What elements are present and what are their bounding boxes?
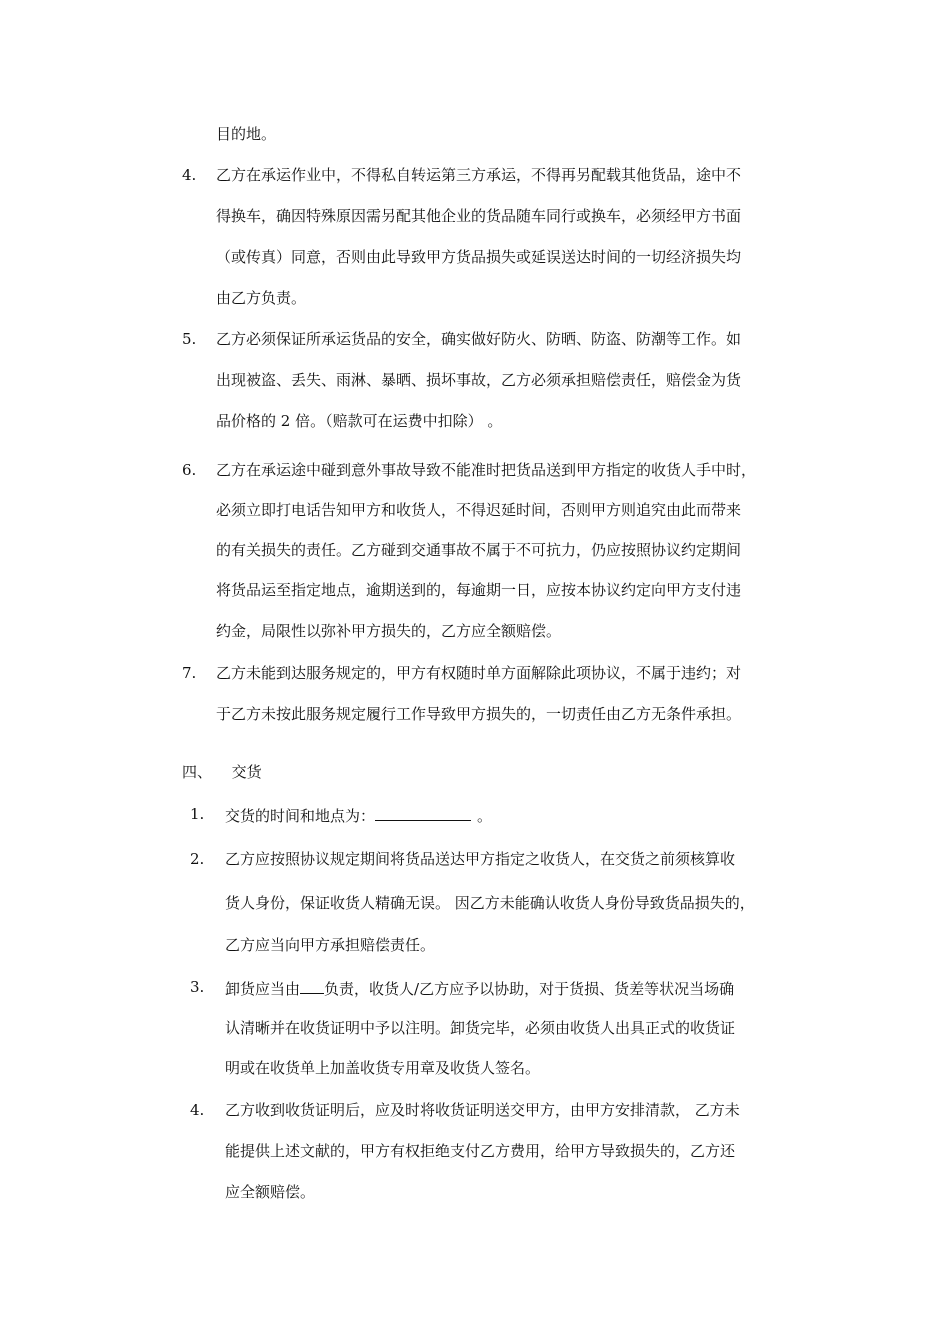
section-heading-number: 四、 bbox=[182, 763, 213, 781]
paragraph-line: 乙方应按照协议规定期间将货品送达甲方指定之收货人，在交货之前须核算收 bbox=[225, 850, 736, 868]
item-number: 5. bbox=[182, 330, 197, 348]
delivery-time-label: 交货的时间和地点为： bbox=[225, 807, 376, 825]
paragraph-line: 由乙方负责。 bbox=[216, 289, 307, 307]
paragraph-line: 得换车，确因特殊原因需另配其他企业的货品随车同行或换车，必须经甲方书面 bbox=[216, 207, 742, 225]
paragraph-line bbox=[225, 804, 492, 826]
item-number: 6. bbox=[182, 461, 197, 479]
item-number: 7. bbox=[182, 664, 197, 682]
paragraph-line: 乙方在承运作业中，不得私自转运第三方承运，不得再另配载其他货品，途中不 bbox=[216, 166, 742, 184]
paragraph-line bbox=[225, 977, 734, 999]
paragraph-line: 乙方应当向甲方承担赔偿责任。 bbox=[225, 936, 436, 954]
section-heading-title: 交货 bbox=[231, 763, 262, 781]
unload-text: 负责，收货人/乙方应予以协助，对于货损、货差等状况当场确 bbox=[324, 980, 735, 998]
paragraph-line: 应全额赔偿。 bbox=[225, 1183, 316, 1201]
item-number: 1. bbox=[190, 805, 205, 823]
item-number: 4. bbox=[190, 1101, 205, 1119]
paragraph-line: 品价格的 2 倍。（赔款可在运费中扣除） 。 bbox=[216, 412, 503, 430]
paragraph-line: 的有关损失的责任。乙方碰到交通事故不属于不可抗力，仍应按照协议约定期间 bbox=[216, 541, 742, 559]
paragraph-line: 货人身份，保证收货人精确无误。 因乙方未能确认收货人身份导致货品损失的， bbox=[225, 894, 755, 912]
delivery-time-blank bbox=[375, 804, 471, 821]
paragraph-line: 乙方必须保证所承运货品的安全，确实做好防火、防晒、防盗、防潮等工作。如 bbox=[216, 330, 742, 348]
paragraph-line: 明或在收货单上加盖收货专用章及收货人签名。 bbox=[225, 1059, 541, 1077]
section-heading bbox=[182, 762, 262, 782]
paragraph-line: 于乙方未按此服务规定履行工作导致甲方损失的，一切责任由乙方无条件承担。 bbox=[216, 705, 742, 723]
item-number: 4. bbox=[182, 166, 197, 184]
delivery-time-suffix: 。 bbox=[477, 807, 493, 825]
paragraph-line: 将货品运至指定地点，逾期送到的，每逾期一日，应按本协议约定向甲方支付违 bbox=[216, 581, 742, 599]
unload-party-blank bbox=[300, 977, 324, 994]
paragraph-line: 乙方未能到达服务规定的，甲方有权随时单方面解除此项协议，不属于违约；对 bbox=[216, 664, 742, 682]
paragraph-line: （或传真）同意，否则由此导致甲方货品损失或延误送达时间的一切经济损失均 bbox=[216, 248, 742, 266]
paragraph-line: 出现被盗、丢失、雨淋、暴晒、损坏事故，乙方必须承担赔偿责任，赔偿金为货 bbox=[216, 371, 742, 389]
continuation-line: 目的地。 bbox=[216, 125, 277, 143]
item-number: 2. bbox=[190, 850, 205, 868]
paragraph-line: 能提供上述文献的，甲方有权拒绝支付乙方费用，给甲方导致损失的，乙方还 bbox=[225, 1142, 736, 1160]
item-number: 3. bbox=[190, 978, 205, 996]
paragraph-line: 必须立即打电话告知甲方和收货人，不得迟延时间，否则甲方则追究由此而带来 bbox=[216, 501, 742, 519]
paragraph-line: 认清晰并在收货证明中予以注明。卸货完毕，必须由收货人出具正式的收货证 bbox=[225, 1019, 736, 1037]
paragraph-line: 约金，局限性以弥补甲方损失的，乙方应全额赔偿。 bbox=[216, 622, 562, 640]
unload-label: 卸货应当由 bbox=[225, 980, 301, 998]
paragraph-line: 乙方收到收货证明后，应及时将收货证明送交甲方，由甲方安排清款， 乙方未 bbox=[225, 1101, 740, 1119]
paragraph-line: 乙方在承运途中碰到意外事故导致不能准时把货品送到甲方指定的收货人手中时， bbox=[216, 461, 757, 479]
